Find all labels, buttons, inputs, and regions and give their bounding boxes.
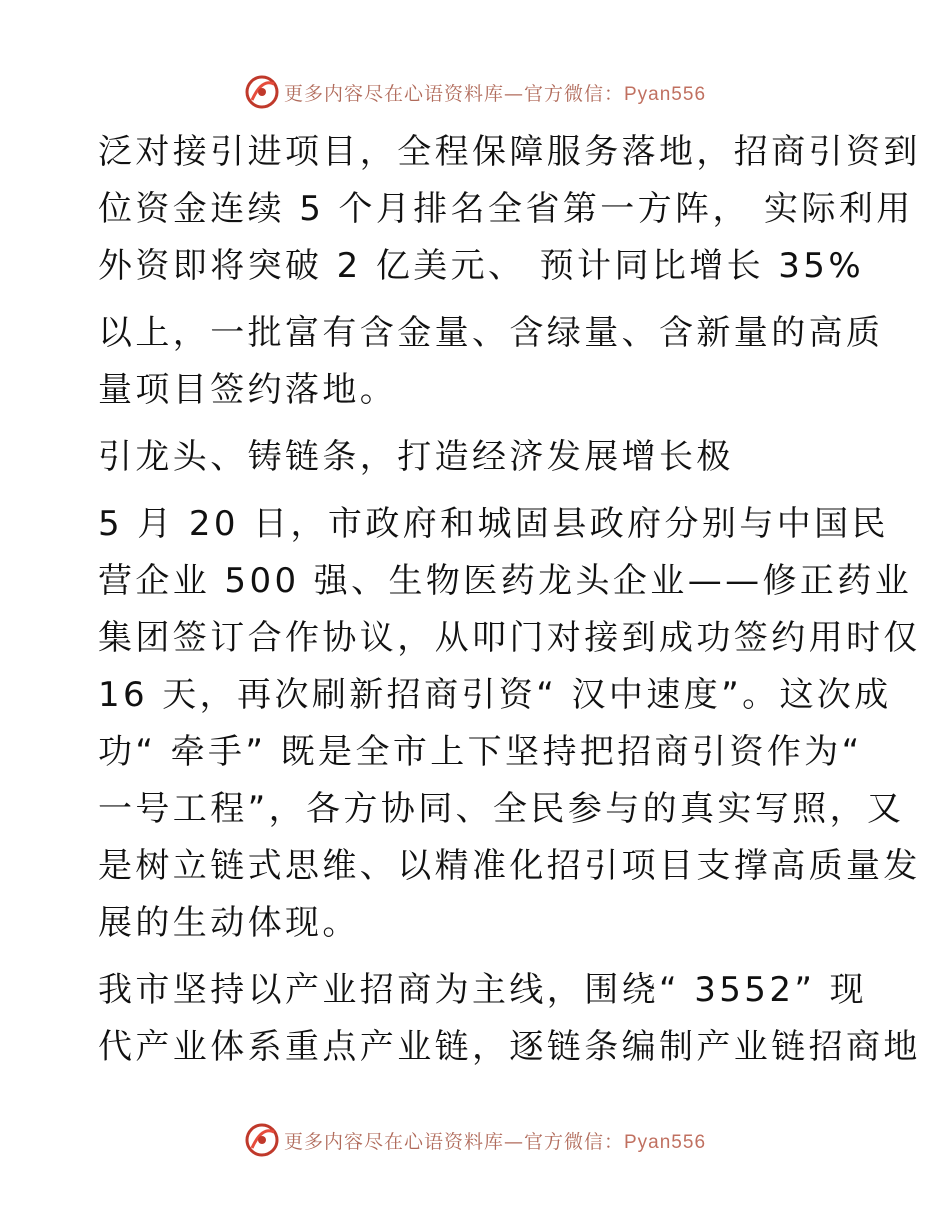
text-line: 代产业体系重点产业链，逐链条编制产业链招商地 [98,1027,921,1067]
watermark-text-cn: 更多内容尽在心语资料库—官方微信： [283,82,624,105]
text-line: 5 月 20 日，市政府和城固县政府分别与中国民 [98,504,889,544]
text-line: 一号工程”，各方协同、全民参与的真实写照，又 [98,789,905,829]
text-line: 位资金连续 5 个月排名全省第一方阵， 实际利用 [98,189,914,229]
article-body [98,124,921,1076]
watermark-text-latin: Pyan556 [624,83,707,105]
watermark-text [284,79,706,106]
header-watermark [0,72,950,112]
text-line: 16 天，再次刷新招商引资“ 汉中速度”。这次成 [98,675,892,715]
watermark-text-cn: 更多内容尽在心语资料库—官方微信： [283,1130,624,1153]
text-line: 以上，一批富有含金量、含绿量、含新量的高质 [98,313,884,353]
paragraph-1 [98,124,921,295]
text-line: 是树立链式思维、以精准化招引项目支撑高质量发 [98,846,921,886]
text-line: 我市坚持以产业招商为主线，围绕“ 3552” 现 [98,970,867,1010]
watermark-text [284,1127,706,1154]
section-heading [98,429,858,486]
text-line: 外资即将突破 2 亿美元、 预计同比增长 35% [98,246,865,286]
text-line: 展的生动体现。 [98,903,360,943]
paragraph-2 [98,305,884,419]
footer-watermark [0,1120,950,1160]
paragraph-4 [98,962,921,1076]
paragraph-3 [98,496,921,952]
text-line: 集团签订合作协议，从叩门对接到成功签约用时仅 [98,618,921,658]
text-line: 营企业 500 强、生物医药龙头企业——修正药业 [98,561,913,601]
text-line: 功“ 牵手” 既是全市上下坚持把招商引资作为“ [98,732,863,772]
text-line: 量项目签约落地。 [98,370,398,410]
text-line: 引龙头、铸链条，打造经济发展增长极 [98,437,734,477]
watermark-logo-icon [244,1122,280,1158]
watermark-text-latin: Pyan556 [624,1131,707,1153]
watermark-logo-icon [244,74,280,110]
text-line: 泛对接引进项目，全程保障服务落地，招商引资到 [98,132,921,172]
